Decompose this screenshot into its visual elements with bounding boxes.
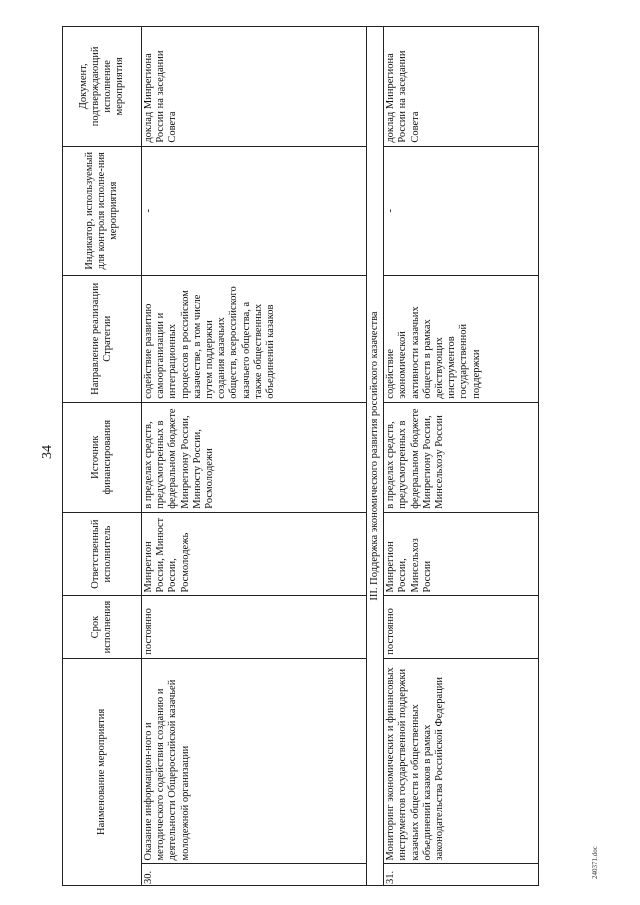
row-term: постоянно (384, 596, 539, 658)
row-indicator: - (142, 146, 367, 275)
row-responsible: Минрегион России, Минсельхоз России (384, 512, 539, 596)
header-direction: Направление реализации Стратегии (63, 275, 142, 402)
section-title: III. Поддержка экономического развития российского казачества (367, 27, 384, 886)
row-document: доклад Минрегиона России на заседании Совета (384, 27, 539, 147)
row-document: доклад Минрегиона России на заседании Совета (142, 27, 367, 147)
table-row (384, 27, 539, 886)
row-indicator: - (384, 146, 539, 275)
section-header-row (367, 27, 384, 886)
page-number: 34 (40, 445, 55, 459)
row-responsible: Минрегион России, Минюст России, Росмолодежь (142, 512, 367, 596)
row-direction: содействие экономической активности казачьих обществ в рамках действующих инструментов государственной поддержки (384, 275, 539, 402)
header-document: Документ, подтверждающий исполнение мероприятия (63, 27, 142, 147)
row-direction: содействие развитию самоорганизации и интеграционных процессов в российском казачестве, в том числе путем поддержки создания казачьих обществ, всероссийского казачьего общества, а также общественных объединений казаков (142, 275, 367, 402)
header-source: Источник финансирования (63, 402, 142, 512)
row-number: 31. (384, 864, 539, 886)
header-responsible: Ответственный исполнитель (63, 512, 142, 596)
row-source: в пределах средств, предусмотренных в федеральном бюджете Минрегиону России, Минюсту России, Росмолодежи (142, 402, 367, 512)
header-indicator: Индикатор, используемый для контроля исполне-ния мероприятия (63, 146, 142, 275)
measures-table (62, 26, 539, 886)
row-source: в пределах средств, предусмотренных в федеральном бюджете Минрегиону России, Минсельхозу России (384, 402, 539, 512)
row-number: 30. (142, 864, 367, 886)
table-wrap (62, 26, 594, 886)
row-name: Мониторинг экономических и финансовых инструментов государственной поддержки казачьих обществ и общественных объединений казаков в рамках законодательства Российской Федерации (384, 658, 539, 864)
table-header-row (63, 27, 142, 886)
header-name: Наименование мероприятия (63, 658, 142, 885)
table-row (142, 27, 367, 886)
table-rotator (62, 26, 594, 886)
row-term: постоянно (142, 596, 367, 658)
row-name: Оказание информацион-ного и методического содействия созданию и деятельности Общероссийской казачьей молодежной организации (142, 658, 367, 864)
document-code: 240371.doc (591, 846, 599, 879)
header-term: Срок исполнения (63, 596, 142, 658)
